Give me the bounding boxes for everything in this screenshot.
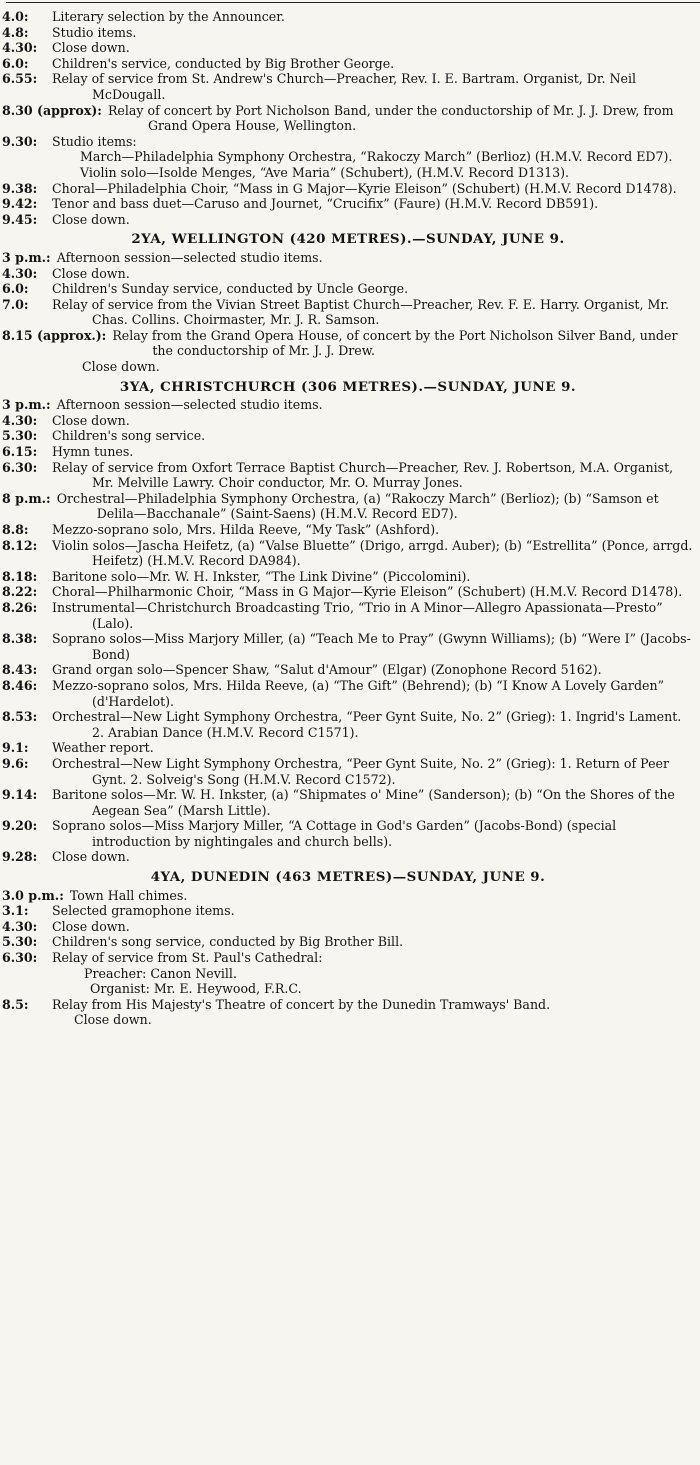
program-entry (2, 584, 694, 600)
entry-text: Studio items. (52, 24, 137, 40)
program-entry (2, 678, 694, 709)
program-entry (2, 56, 694, 72)
entry-text: Relay of service from St. Paul's Cathedral: (52, 950, 323, 966)
heading-3YA: 3YA, CHRISTCHURCH (306 METRES).—SUNDAY, JUNE 9. (119, 378, 577, 395)
program-entry (2, 134, 694, 150)
entry-time: 8.43: (2, 662, 38, 678)
program-entry (2, 818, 694, 849)
program-entry (2, 103, 694, 134)
entry-text: Mezzo-soprano solo, Mrs. Hilda Reeve, “My Task” (Ashford). (52, 522, 440, 537)
entry-text: Baritone solo—Mr. W. H. Inkster, “The Link Divine” (Piccolomini). (52, 568, 471, 584)
top-rule (6, 2, 700, 3)
entry-text: Instrumental—Christchurch Broadcasting Trio, “Trio in A Minor—Allegro Apassionata—Presto” (Lalo). (52, 599, 663, 631)
heading-2YA: 2YA, WELLINGTON (420 METRES).—SUNDAY, JUNE 9. (131, 231, 565, 248)
entry-time: 9.14: (2, 787, 38, 803)
entry-text: Afternoon session—selected studio items. (56, 397, 323, 413)
program-entry (2, 181, 694, 197)
entry-text: Relay of service from the Vivian Street Baptist Church—Preacher, Rev. F. E. Harry. Organist, Mr. Chas. Collins. Choirmaster, Mr. J. R. Samson. (52, 296, 670, 328)
entry-text: Children's service, conducted by Big Brother George. (52, 55, 395, 71)
program-entry (2, 413, 694, 429)
entry-text: Orchestral—New Light Symphony Orchestra, “Peer Gynt Suite, No. 2” (Grieg): 1. Ingrid's Lament. 2. Arabian Dance (H.M.V. Record C1571). (52, 709, 682, 740)
entry-text: Children's Sunday service, conducted by Uncle George. (52, 281, 409, 297)
entry-time: 8.26: (2, 599, 38, 615)
entry-time: 8.12: (2, 537, 38, 553)
entry-text: Tenor and bass duet—Caruso and Journet, “Crucifix” (Faure) (H.M.V. Record DB591). (52, 196, 599, 212)
program-entry (2, 250, 694, 266)
entry-time: 3.0 p.m.: (2, 887, 64, 903)
close-down-2YA: Close down. (82, 359, 160, 375)
organist-line: Organist: Mr. E. Heywood, F.R.C. (90, 981, 302, 997)
section-1YA-end (2, 181, 694, 228)
entry-text: Baritone solos—Mr. W. H. Inkster, (a) “Shipmates o' Mine” (Sanderson); (b) “On the Shores of the Aegean Sea” (Marsh Little). (52, 787, 675, 818)
entry-text: Soprano solos—Miss Marjory Miller, “A Cottage in God's Garden” (Jacobs-Bond) (special introduction by nightingales and church bells). (52, 818, 617, 849)
entry-time: 9.28: (2, 849, 38, 865)
program-entry (2, 397, 694, 413)
entry-text: Grand organ solo—Spencer Shaw, “Salut d'Amour” (Elgar) (Zonophone Record 5162). (52, 662, 602, 678)
entry-time: 8.46: (2, 677, 38, 693)
program-entry (2, 460, 694, 491)
preacher-line: Preacher: Canon Nevill. (84, 965, 237, 981)
entry-text: Studio items: (52, 133, 137, 149)
program-entry (2, 888, 694, 904)
program-entry (2, 849, 694, 865)
entry-time: 9.30: (2, 133, 38, 149)
entry-time: 4.30: (2, 918, 38, 934)
program-entry (2, 297, 694, 328)
program-entry (2, 997, 694, 1013)
program-entry (2, 740, 694, 756)
program-entry (2, 281, 694, 297)
entry-text: Close down. (52, 412, 130, 428)
program-entry (2, 71, 694, 102)
entry-time: 4.0: (2, 9, 29, 24)
sub-item: March—Philadelphia Symphony Orchestra, “Rakoczy March” (Berlioz) (H.M.V. Record ED7). (80, 149, 673, 165)
program-entry (2, 25, 694, 41)
entry-text: Close down. (52, 265, 130, 281)
entry-text: Children's song service, conducted by Big Brother Bill. (52, 934, 404, 950)
entry-text: Choral—Philadelphia Choir, “Mass in G Major—Kyrie Eleison” (Schubert) (H.M.V. Record D1478). (52, 180, 677, 196)
entry-time: 6.0: (2, 281, 29, 297)
program-entry (2, 600, 694, 631)
entry-time: 3 p.m.: (2, 249, 51, 265)
entry-text: Relay of concert by Port Nicholson Band, under the conductorship of Mr. J. J. Drew, from Grand Opera House, Wellington. (107, 102, 674, 134)
entry-text: Weather report. (52, 740, 154, 756)
entry-time: 4.30: (2, 412, 38, 428)
entry-text: Close down. (52, 918, 130, 934)
entry-text: Mezzo-soprano solos, Mrs. Hilda Reeve, (a) “The Gift” (Behrend); (b) “I Know A Lovely Garden” (d'Hardelot). (52, 677, 665, 709)
program-entry (2, 569, 694, 585)
program-entry (2, 934, 694, 950)
entry-text: Relay from His Majesty's Theatre of concert by the Dunedin Tramways' Band. (52, 996, 551, 1012)
program-entry (2, 950, 694, 966)
entry-time: 5.30: (2, 428, 38, 444)
program-entry (2, 328, 694, 359)
entry-time: 6.30: (2, 950, 38, 966)
entry-time: 6.30: (2, 459, 38, 475)
program-entry (2, 428, 694, 444)
entry-text: Orchestral—Philadelphia Symphony Orchestra, (a) “Rakoczy March” (Berlioz); (b) “Samson et Delila—Bacchanale” (Saint-Saens) (H.M.V. Record ED7). (56, 490, 659, 522)
entry-time: 6.0: (2, 55, 29, 71)
studio-items-list (2, 149, 694, 180)
entry-text: Relay of service from St. Andrew's Church—Preacher, Rev. I. E. Bartram. Organist, Dr. Neil McDougall. (52, 71, 637, 102)
entry-text: Soprano solos—Miss Marjory Miller, (a) “Teach Me to Pray” (Gwynn Williams); (b) “Were I” (Jacobs-Bond) (52, 631, 691, 662)
entry-text: Town Hall chimes. (69, 887, 188, 903)
heading-4YA: 4YA, DUNEDIN (463 METRES)—SUNDAY, JUNE 9. (150, 869, 546, 886)
section-3YA (2, 397, 694, 865)
program-entry (2, 903, 694, 919)
entry-text: Violin solos—Jascha Heifetz, (a) “Valse Bluette” (Drigo, arrgd. Auber); (b) “Estrellita” (Ponce, arrgd. Heifetz) (H.M.V. Record DA984). (52, 537, 693, 569)
entry-text: Close down. (52, 40, 130, 56)
entry-time: 9.45: (2, 211, 38, 227)
entry-time: 3.1: (2, 903, 29, 919)
entry-text: Hymn tunes. (52, 444, 134, 460)
close-down-4YA: Close down. (74, 1012, 152, 1028)
entry-text: Relay of service from Oxfort Terrace Baptist Church—Preacher, Rev. J. Robertson, M.A. Organist, Mr. Melville Lawry. Choir conductor, Mr. O. Murray Jones. (52, 459, 674, 491)
entry-text: Close down. (52, 211, 130, 227)
entry-text: Afternoon session—selected studio items. (56, 249, 323, 265)
entry-text: Relay from the Grand Opera House, of concert by the Port Nicholson Silver Band, under the conductorship of Mr. J. J. Drew. (112, 327, 678, 359)
entry-text: Children's song service. (52, 428, 206, 444)
cathedral-staff (2, 966, 694, 997)
entry-time: 4.8: (2, 24, 29, 40)
entry-time: 9.42: (2, 196, 38, 212)
program-page (2, 9, 694, 1028)
program-entry (2, 196, 694, 212)
entry-text: Choral—Philharmonic Choir, “Mass in G Major—Kyrie Eleison” (Schubert) (H.M.V. Record D1478). (52, 584, 683, 600)
program-entry (2, 522, 694, 538)
entry-time: 3 p.m.: (2, 397, 51, 413)
entry-time: 8.38: (2, 631, 38, 647)
program-entry (2, 212, 694, 228)
entry-time: 8.15 (approx.): (2, 327, 107, 343)
program-entry (2, 756, 694, 787)
entry-time: 4.30: (2, 40, 38, 56)
program-entry (2, 40, 694, 56)
entry-text: Close down. (52, 849, 130, 865)
entry-time: 8 p.m.: (2, 490, 51, 506)
entry-text: Selected gramophone items. (52, 903, 235, 919)
entry-time: 9.20: (2, 818, 38, 834)
entry-time: 8.18: (2, 568, 38, 584)
program-entry (2, 538, 694, 569)
entry-time: 6.15: (2, 444, 38, 460)
program-entry (2, 9, 694, 25)
program-entry (2, 662, 694, 678)
entry-time: 6.55: (2, 71, 38, 87)
entry-time: 4.30: (2, 265, 38, 281)
program-entry (2, 491, 694, 522)
section-4YA (2, 888, 694, 966)
entry-time: 8.5: (2, 996, 29, 1012)
sub-item: Violin solo—Isolde Menges, “Ave Maria” (Schubert), (H.M.V. Record D1313). (80, 164, 570, 180)
program-entry (2, 444, 694, 460)
entry-time: 9.1: (2, 740, 29, 756)
program-entry (2, 709, 694, 740)
entry-time: 8.8: (2, 522, 29, 537)
entry-time: 9.6: (2, 755, 29, 771)
section-4YA-end (2, 997, 694, 1013)
entry-time: 8.30 (approx): (2, 102, 102, 118)
program-entry (2, 919, 694, 935)
program-entry (2, 266, 694, 282)
entry-time: 5.30: (2, 934, 38, 950)
section-1YA-continued (2, 9, 694, 149)
entry-time: 8.53: (2, 709, 38, 725)
entry-text: Literary selection by the Announcer. (52, 9, 285, 24)
entry-time: 9.38: (2, 180, 38, 196)
entry-time: 8.22: (2, 584, 38, 600)
section-2YA (2, 250, 694, 359)
entry-time: 7.0: (2, 296, 29, 312)
entry-text: Orchestral—New Light Symphony Orchestra, “Peer Gynt Suite, No. 2” (Grieg): 1. Return of Peer Gynt. 2. Solveig's Song (H.M.V. Record C1572). (52, 755, 669, 787)
program-entry (2, 631, 694, 662)
program-entry (2, 787, 694, 818)
